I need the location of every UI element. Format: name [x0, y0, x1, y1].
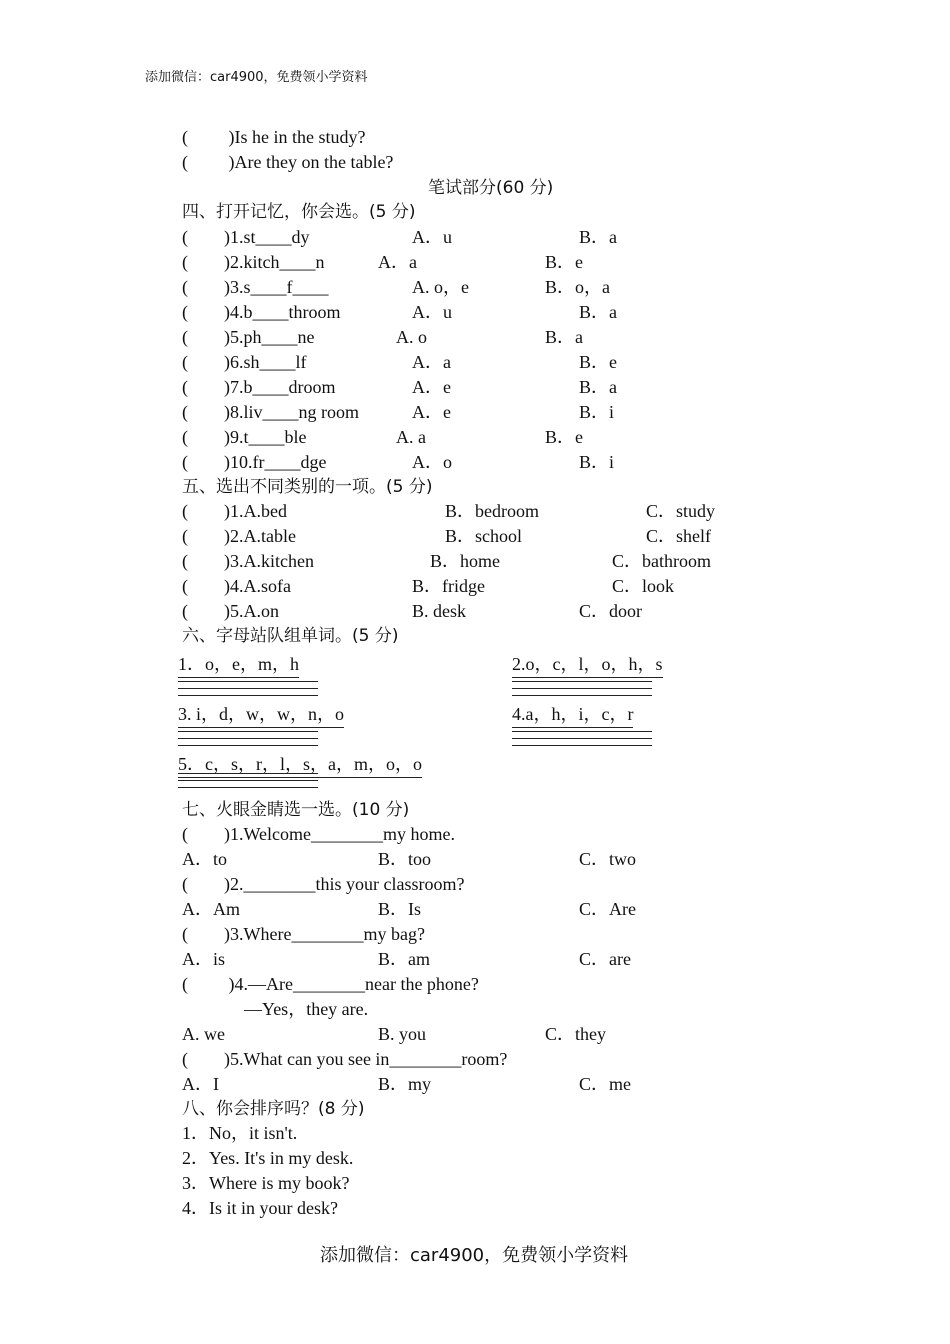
option-b: B．my [378, 1074, 432, 1094]
option-a: A．to [182, 849, 227, 869]
question-stem: ( )3.s____f____ [182, 277, 329, 297]
listening-item: ( )Is he in the study? [182, 127, 366, 147]
option-b: B．a [579, 377, 617, 397]
writing-lines[interactable] [178, 731, 318, 752]
section-7-title: 七、火眼金睛选一选。(10 分) [182, 800, 410, 820]
option-c: C．bathroom [612, 551, 711, 571]
option-a: A．is [182, 949, 226, 969]
question-stem: ( )10.fr____dge [182, 452, 327, 472]
option-b: B．a [579, 302, 617, 322]
writing-lines[interactable] [178, 681, 318, 702]
option-c: C．door [579, 601, 642, 621]
sentence-item: 1．No，it isn't. [182, 1123, 298, 1143]
option-c: C．they [545, 1024, 606, 1044]
question-stem: ( )4.b____throom [182, 302, 341, 322]
word-scramble-item: 2.o，c，l，o，h，s [512, 650, 663, 678]
question-stem: ( )5.A.on [182, 601, 279, 621]
listening-item: ( )Are they on the table? [182, 152, 394, 172]
word-scramble-item: 4.a，h，i，c，r [512, 700, 633, 728]
option-a: A．e [412, 402, 451, 422]
question-stem: ( )5.ph____ne [182, 327, 315, 347]
option-b: B．i [579, 452, 615, 472]
option-b: B．o，a [545, 277, 610, 297]
writing-lines[interactable] [178, 773, 318, 794]
option-c: C．two [579, 849, 637, 869]
sentence-item: 3．Where is my book? [182, 1173, 350, 1193]
option-a: A．a [412, 352, 451, 372]
footer-watermark: 添加微信：car4900，免费领小学资料 [320, 1245, 629, 1266]
question-stem: ( )1.A.bed [182, 501, 287, 521]
option-b: B．a [579, 227, 617, 247]
question-stem: ( )9.t____ble [182, 427, 307, 447]
section-6-title: 六、字母站队组单词。(5 分) [182, 626, 399, 646]
option-a: A．o [412, 452, 452, 472]
option-b: B．am [378, 949, 430, 969]
option-b: B．a [545, 327, 583, 347]
option-a: A. we [182, 1024, 225, 1044]
word-scramble-item: 5．c，s，r，l，s，a，m，o，o [178, 750, 422, 778]
sentence-item: 2．Yes. It's in my desk. [182, 1148, 354, 1168]
option-b: B．school [445, 526, 523, 546]
word-scramble-item: 3. i，d，w，w，n，o [178, 700, 344, 728]
option-a: A．Am [182, 899, 240, 919]
question-stem: ( )1.st____dy [182, 227, 310, 247]
question-stem: ( )8.liv____ng room [182, 402, 359, 422]
option-b: B．home [430, 551, 500, 571]
option-b: B．Is [378, 899, 422, 919]
option-b: B．e [545, 252, 583, 272]
option-b: B．e [579, 352, 617, 372]
question-stem: ( )3.A.kitchen [182, 551, 314, 571]
option-a: A．a [378, 252, 417, 272]
question-stem-reply: —Yes，they are. [244, 999, 369, 1019]
option-b: B．too [378, 849, 432, 869]
section-5-title: 五、选出不同类别的一项。(5 分) [182, 477, 433, 497]
option-a: A．e [412, 377, 451, 397]
option-a: A．u [412, 227, 452, 247]
question-stem: ( )1.Welcome________my home. [182, 824, 455, 844]
question-stem: ( )4.A.sofa [182, 576, 291, 596]
word-scramble-item: 1．o，e，m，h [178, 650, 299, 678]
writing-lines[interactable] [512, 681, 652, 702]
sentence-item: 4．Is it in your desk? [182, 1198, 338, 1218]
option-c: C．look [612, 576, 675, 596]
option-b: B. you [378, 1024, 427, 1044]
writing-lines[interactable] [512, 731, 652, 752]
option-a: A. o，e [412, 277, 469, 297]
question-stem: ( )3.Where________my bag? [182, 924, 425, 944]
option-c: C．study [646, 501, 716, 521]
header-watermark: 添加微信：car4900，免费领小学资料 [145, 70, 368, 85]
question-stem: ( )7.b____droom [182, 377, 336, 397]
question-stem: ( )6.sh____lf [182, 352, 307, 372]
question-stem: ( )5.What can you see in________room? [182, 1049, 508, 1069]
question-stem: ( )2.________this your classroom? [182, 874, 465, 894]
option-a: A．u [412, 302, 452, 322]
question-stem: ( )2.kitch____n [182, 252, 325, 272]
option-b: B．i [579, 402, 615, 422]
option-b: B．e [545, 427, 583, 447]
section-8-title: 八、你会排序吗？(8 分) [182, 1099, 365, 1119]
option-c: C．are [579, 949, 631, 969]
option-b: B．fridge [412, 576, 485, 596]
option-a: A. a [396, 427, 426, 447]
option-a: A．I [182, 1074, 219, 1094]
option-b: B. desk [412, 601, 466, 621]
option-c: C．me [579, 1074, 631, 1094]
option-b: B．bedroom [445, 501, 539, 521]
question-stem: ( )2.A.table [182, 526, 296, 546]
written-part-title: 笔试部分(60 分) [428, 178, 554, 198]
option-a: A. o [396, 327, 427, 347]
question-stem: ( )4.—Are________near the phone? [182, 974, 479, 994]
option-c: C．Are [579, 899, 636, 919]
option-c: C．shelf [646, 526, 711, 546]
section-4-title: 四、打开记忆，你会选。(5 分) [182, 202, 416, 222]
